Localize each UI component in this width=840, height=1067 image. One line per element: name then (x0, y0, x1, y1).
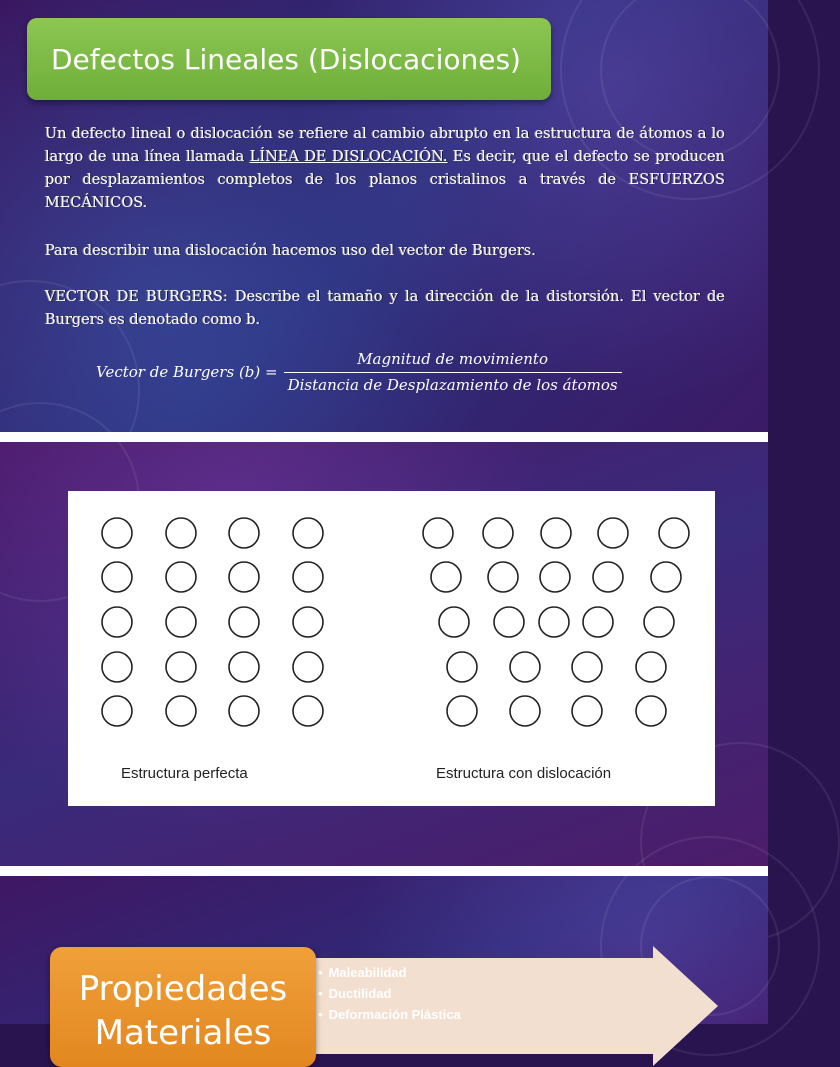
properties-list (318, 962, 461, 1025)
atom (166, 652, 196, 682)
atom (593, 562, 623, 592)
atom (229, 562, 259, 592)
atom (510, 696, 540, 726)
formula-fraction (284, 350, 622, 394)
atom (636, 652, 666, 682)
atom (166, 696, 196, 726)
atom (636, 696, 666, 726)
paragraph-burgers-intro: Para describir una dislocación hacemos uso del vector de Burgers. (45, 243, 536, 259)
properties-title-box: Propiedades Materiales (50, 947, 316, 1067)
list-item: • Deformación Plástica (318, 1004, 461, 1025)
slide-dislocation-figure (0, 442, 768, 866)
atom (166, 518, 196, 548)
atom (229, 696, 259, 726)
paragraph-burgers-definition: VECTOR DE BURGERS: Describe el tamaño y la dirección de la distorsión. El vector de Burgers es denotado como b. (45, 289, 725, 328)
atom (229, 652, 259, 682)
atom (494, 607, 524, 637)
atom (510, 652, 540, 682)
atom (166, 562, 196, 592)
definition-highlight: LÍNEA DE DISLOCACIÓN. (249, 149, 448, 165)
formula-numerator: Magnitud de movimiento (357, 350, 548, 368)
atom (483, 518, 513, 548)
formula-lhs: Vector de Burgers (b) = (96, 363, 278, 381)
atom (541, 518, 571, 548)
list-item: • Maleabilidad (318, 962, 461, 983)
formula-denominator: Distancia de Desplazamiento de los átomos (284, 372, 622, 394)
atom (598, 518, 628, 548)
atom (488, 562, 518, 592)
atom (540, 562, 570, 592)
atom (572, 696, 602, 726)
atom (644, 607, 674, 637)
atom (293, 607, 323, 637)
atom (539, 607, 569, 637)
atom (102, 696, 132, 726)
list-item: • Ductilidad (318, 983, 461, 1004)
atom (423, 518, 453, 548)
dislocation-figure (68, 491, 715, 806)
slide-title-box (27, 18, 551, 100)
atom (166, 607, 196, 637)
definition-text-cont: Es decir, que el defecto se producen por desplazamientos completos de los planos cristalinos a través de ESFUERZOS MECÁNICOS. (45, 149, 725, 211)
atom (229, 607, 259, 637)
atom (102, 607, 132, 637)
caption-perfect-structure: Estructura perfecta (121, 765, 248, 782)
paragraph-definition (45, 123, 725, 215)
definition-text: Un defecto lineal o dislocación se refiere al cambio abrupto en la estructura de átomos a lo largo de una línea llamada (45, 126, 725, 165)
slide-propiedades (0, 876, 768, 1053)
atom (293, 652, 323, 682)
slide-title: Defectos Lineales (Dislocaciones) (51, 42, 521, 76)
atom (651, 562, 681, 592)
burgers-formula (96, 350, 622, 394)
atom-lattice-diagram (68, 491, 715, 806)
atom (583, 607, 613, 637)
atom (431, 562, 461, 592)
caption-dislocated-structure: Estructura con dislocación (436, 765, 612, 782)
atom (659, 518, 689, 548)
atom (293, 562, 323, 592)
atom (447, 652, 477, 682)
atom (293, 518, 323, 548)
slide-defectos-lineales (0, 0, 768, 432)
atom (447, 696, 477, 726)
atom (102, 562, 132, 592)
atom (293, 696, 323, 726)
atom (229, 518, 259, 548)
atom (572, 652, 602, 682)
atom (102, 518, 132, 548)
atom (102, 652, 132, 682)
atom (439, 607, 469, 637)
